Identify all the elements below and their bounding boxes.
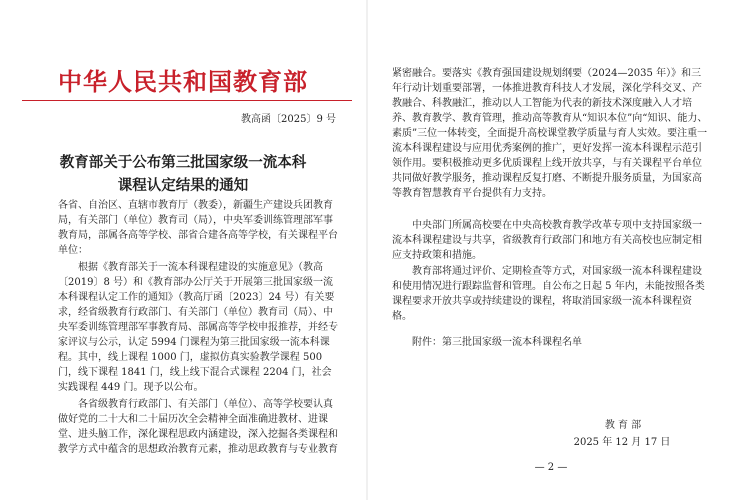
body-paragraph-3: 紧密融合。要落实《教育强国建设规划纲要（2024—2035 年）》和三年行动计划重要部署，一体推进教育科技人才发展，深化学科交叉、产教融合、科教融汇，推动以人工智能为代表的新技术深度融入人才培养、教育教学、教育管理，推动高等教育从“知识本位”向“知识、能力、素质”三位一体转变，全面提升高校课堂教学质量与育人实效。要注重一流本科课程建设与应用优秀案例的推广，更好发挥一流本科课程示范引领作用。要积极推动更多优质课程上线开放共享，与有关课程平台单位共同做好教学服务，推动课程反复打磨、不断提升服务质量，为国家高等教育智慧教育平台提供有力支持。	[392, 68, 708, 199]
body-paragraph-4: 中央部门所属高校要在中央高校教育教学改革专项中支持国家级一流本科课程建设与共享，省级教育行政部门和地方有关高校也应制定相应支持政策和措施。	[392, 220, 702, 261]
addressees: 各省、自治区、直辖市教育厅（教委），新疆生产建设兵团教育局，有关部门（单位）教育司（局），中央军委训练管理部军事教育局，部属各高等学校、部省合建各高等学校，有关课程平台单位：	[58, 200, 338, 256]
issuing-authority-header: 中华人民共和国教育部	[58, 67, 308, 96]
header-red-rule	[22, 100, 352, 101]
document-page-1	[0, 0, 366, 500]
attachment-note: 附件：第三批国家级一流本科课程名单	[412, 337, 582, 348]
document-number: 教高函〔2025〕9 号	[241, 114, 336, 125]
signature-authority: 教 育 部	[604, 420, 642, 431]
body-paragraph-2: 各省级教育行政部门、有关部门（单位）、高等学校要认真做好党的二十大和二十届历次全会精神全面准确进教材、进课堂、进头脑工作，深化课程思政内涵建设，深入挖掘各类课程和教学方式中蕴含的思想政治教育元素，推动思政教育与专业教育	[58, 399, 338, 455]
body-paragraph-5: 教育部将通过评价、定期检查等方式，对国家级一流本科课程建设和使用情况进行跟踪监督和管理。自公布之日起 5 年内，未能按照各类课程要求开放共享或持续建设的课程，将取消国家级一流本科课程资格。	[392, 266, 705, 322]
document-title	[0, 151, 366, 197]
document-page-2	[368, 0, 734, 500]
document-title-line-2: 课程认定结果的通知	[117, 177, 249, 194]
body-paragraph-1: 根据《教育部关于一流本科课程建设的实施意见》（教高〔2019〕8 号）和《教育部办公厅关于开展第三批国家级一流本科课程认定工作的通知》（教高厅函〔2023〕24 号）有关要求，经省级教育行政部门、有关部门（单位）教育司（局）、中央军委训练管理部军事教育局、部属高等学校申报推荐，并经专家评议与公示，认定 5994 门课程为第三批国家级一流本科课程。其中，线上课程 1000 门，虚拟仿真实验教学课程 500 门，线下课程 1841 门，线上线下混合式课程 2204 门，社会实践课程 449 门。现予以公布。	[58, 262, 338, 393]
signature-date: 2025 年 12 月 17 日	[573, 437, 671, 448]
page-number: — 2 —	[534, 462, 568, 473]
document-title-line-1: 教育部关于公布第三批国家级一流本科	[59, 154, 307, 171]
